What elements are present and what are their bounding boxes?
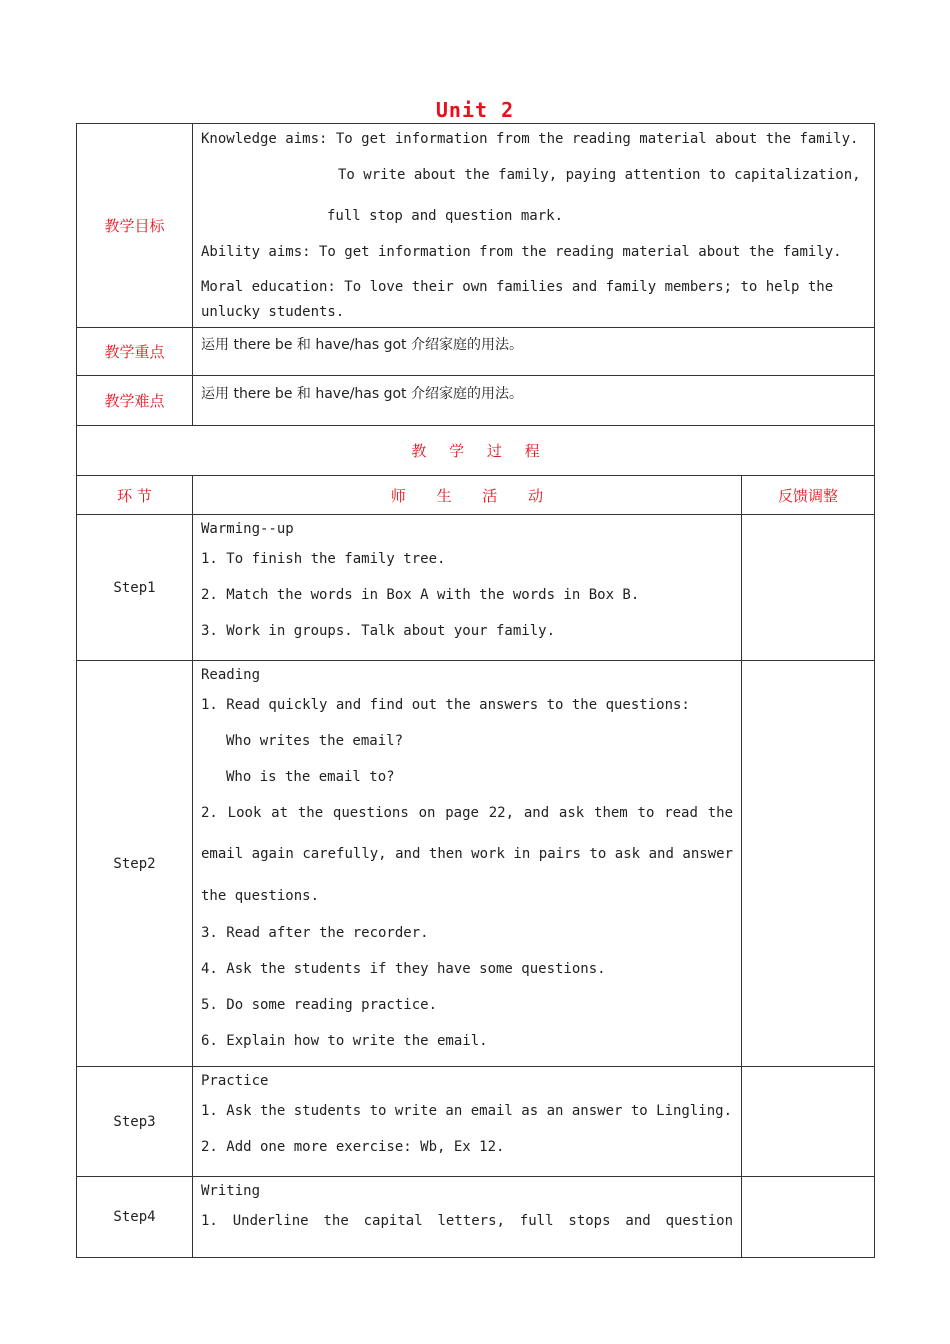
- step1-content: [193, 515, 742, 661]
- knowledge-aims-cont1: To write about the family, paying attention to capitalization,: [338, 167, 861, 183]
- aims-content: [193, 124, 875, 328]
- step4-line: Writing: [201, 1183, 261, 1199]
- step2-row: [77, 661, 875, 1067]
- document-title: Unit 2: [435, 98, 515, 122]
- aims-row: [77, 124, 875, 328]
- step2-line: email again carefully, and then work in pairs to ask and answer: [201, 846, 733, 862]
- process-header: 教 学 过 程: [77, 426, 875, 476]
- step2-line: Reading: [201, 667, 261, 683]
- step4-label: Step4: [77, 1177, 193, 1258]
- difficult-point-label: 教学难点: [77, 376, 193, 426]
- column-feedback-header: 反馈调整: [742, 476, 875, 515]
- step3-label: Step3: [77, 1067, 193, 1177]
- step2-line: 2. Look at the questions on page 22, and ask them to read the: [201, 805, 733, 821]
- knowledge-aims-cont2: full stop and question mark.: [327, 208, 564, 224]
- step3-line: 2. Add one more exercise: Wb, Ex 12.: [201, 1139, 505, 1155]
- column-activity-header: 师 生 活 动: [193, 476, 742, 515]
- step2-label: Step2: [77, 661, 193, 1067]
- knowledge-aims: Knowledge aims: To get information from the reading material about the family.: [201, 131, 859, 147]
- step4-row: [77, 1177, 875, 1258]
- step3-row: [77, 1067, 875, 1177]
- step2-line: 1. Read quickly and find out the answers to the questions:: [201, 697, 690, 713]
- step3-content: [193, 1067, 742, 1177]
- difficult-point-text: 运用 there be 和 have/has got 介绍家庭的用法。: [193, 376, 875, 426]
- step3-line: 1. Ask the students to write an email as an answer to Lingling.: [201, 1103, 733, 1119]
- difficult-point-row: [77, 376, 875, 426]
- step2-line: the questions.: [201, 888, 320, 904]
- ability-aims: Ability aims: To get information from the reading material about the family.: [201, 244, 842, 260]
- step2-line: 6. Explain how to write the email.: [201, 1033, 488, 1049]
- step3-feedback: [742, 1067, 875, 1177]
- step1-line: 3. Work in groups. Talk about your family.: [201, 623, 556, 639]
- step4-line: 1. Underline the capital letters, full stops and question: [201, 1213, 733, 1229]
- key-point-text: 运用 there be 和 have/has got 介绍家庭的用法。: [193, 328, 875, 376]
- step1-line: 2. Match the words in Box A with the words in Box B.: [201, 587, 640, 603]
- step2-line: 5. Do some reading practice.: [201, 997, 438, 1013]
- step2-line: Who writes the email?: [226, 733, 404, 749]
- key-point-label: 教学重点: [77, 328, 193, 376]
- step1-line: Warming--up: [201, 521, 294, 537]
- step1-label: Step1: [77, 515, 193, 661]
- moral-education: Moral education: To love their own families and family members; to help the unlucky students.: [201, 279, 834, 320]
- step4-feedback: [742, 1177, 875, 1258]
- lesson-plan-table: [76, 123, 875, 1258]
- column-header-row: [77, 476, 875, 515]
- step2-feedback: [742, 661, 875, 1067]
- step2-line: 3. Read after the recorder.: [201, 925, 429, 941]
- step1-feedback: [742, 515, 875, 661]
- step1-row: [77, 515, 875, 661]
- step4-content: [193, 1177, 742, 1258]
- step3-line: Practice: [201, 1073, 269, 1089]
- step2-content: [193, 661, 742, 1067]
- step1-line: 1. To finish the family tree.: [201, 551, 446, 567]
- process-header-row: [77, 426, 875, 476]
- key-point-row: [77, 328, 875, 376]
- aims-label: 教学目标: [77, 124, 193, 328]
- step2-line: 4. Ask the students if they have some questions.: [201, 961, 606, 977]
- step2-line: Who is the email to?: [226, 769, 395, 785]
- column-step-header: 环 节: [77, 476, 193, 515]
